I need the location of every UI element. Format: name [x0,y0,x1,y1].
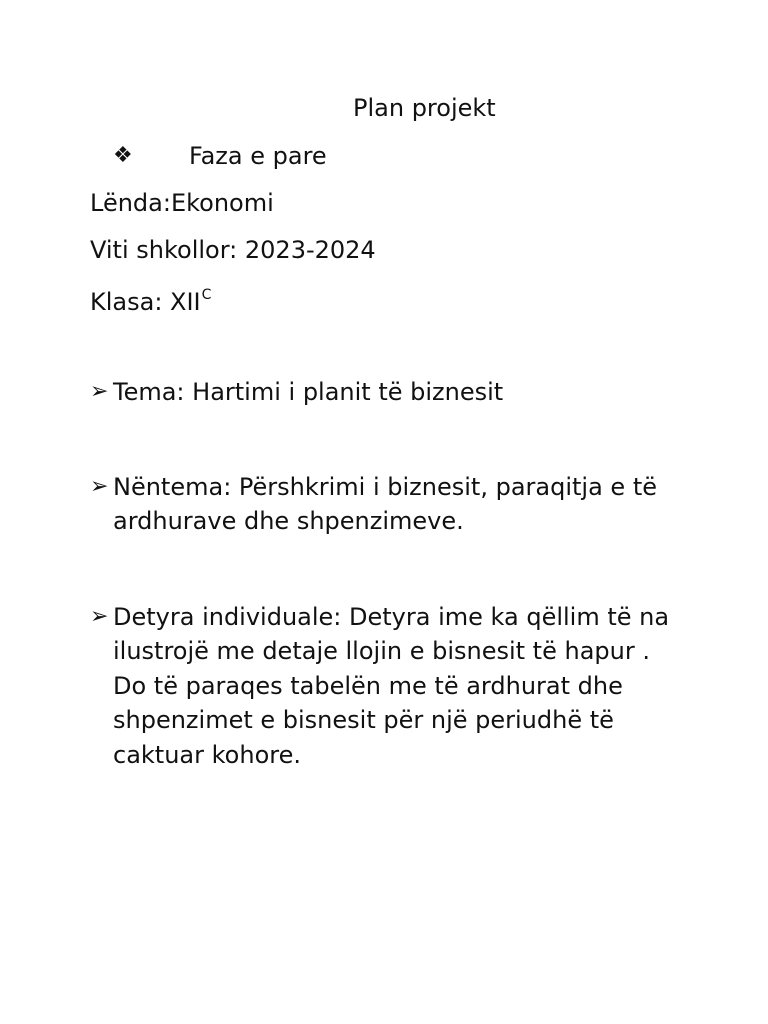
phase-label: Faza e pare [189,142,327,170]
school-year-line: Viti shkollor: 2023-2024 [90,236,376,264]
arrow-bullet-icon: ➢ [90,604,109,629]
bullet-text: Detyra individuale: Detyra ime ka qëllim të na ilustrojë me detaje llojin e bisnesit të hapur . Do të paraqes tabelën me të ardhurat dhe shpenzimet e bisnesit për një periudhë të caktuar kohore. [113,603,670,769]
subject-line: Lënda:Ekonomi [90,189,274,217]
bullet-item-tema [90,375,670,409]
document-title: Plan projekt [353,94,496,122]
bullet-item-detyra [90,600,670,772]
arrow-bullet-icon: ➢ [90,379,109,404]
bullet-text: Nëntema: Përshkrimi i biznesit, paraqitja e të ardhurave dhe shpenzimeve. [113,473,657,536]
class-superscript: C [201,287,212,303]
class-line [90,280,211,319]
arrow-bullet-icon: ➢ [90,474,109,499]
bullet-text: Tema: Hartimi i planit të biznesit [113,378,504,406]
class-label: Klasa: XII [90,288,201,316]
diamond-bullet-icon: ❖ [113,143,133,168]
bullet-item-nentema [90,470,670,539]
